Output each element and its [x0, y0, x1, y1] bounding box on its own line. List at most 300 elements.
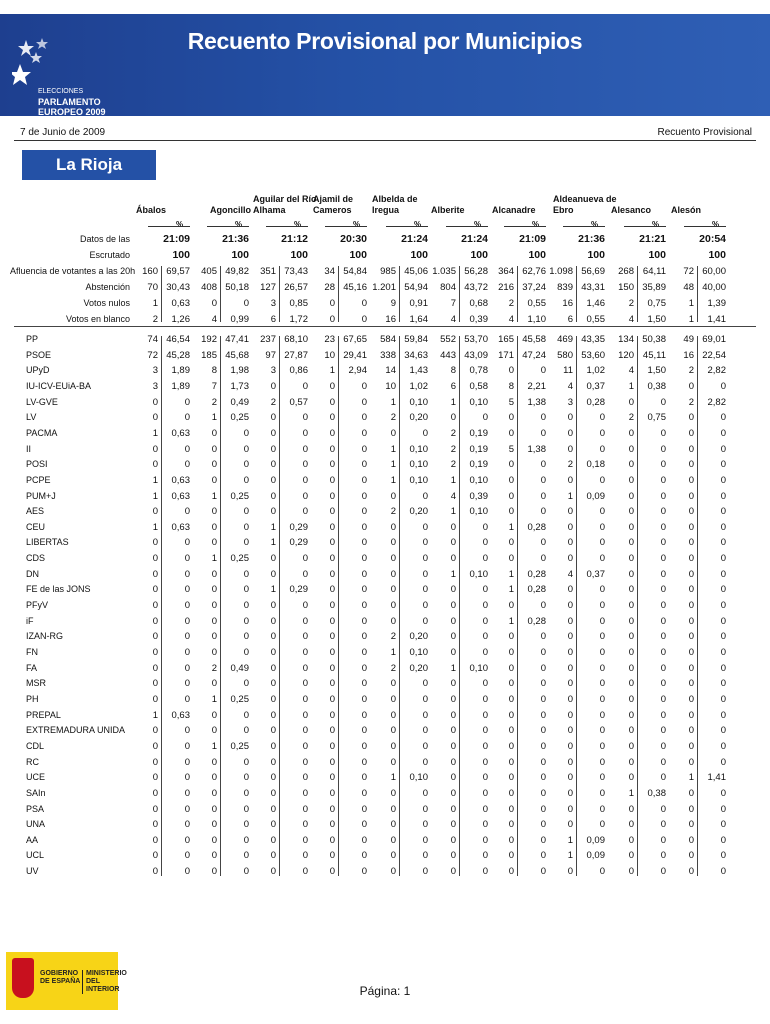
party-percent: 1,50	[647, 365, 666, 377]
party-votes: 0	[390, 427, 396, 439]
party-votes: 0	[270, 600, 276, 612]
summary-time: 21:36	[222, 233, 249, 245]
party-percent: 0,28	[527, 584, 546, 596]
party-votes: 0	[390, 490, 396, 502]
municipality-name: Albelda de	[372, 194, 418, 204]
party-votes: 2	[688, 396, 694, 408]
party-votes: 0	[211, 474, 217, 486]
party-votes: 1	[508, 584, 514, 596]
party-name: CDS	[26, 553, 46, 564]
summary-nulos-percent: 1,46	[586, 298, 605, 309]
logo-line-2: PARLAMENTO	[38, 97, 101, 107]
summary-abstencion-percent: 50,18	[225, 282, 249, 293]
summary-abstencion-percent: 40,00	[702, 282, 726, 293]
party-votes: 2	[450, 459, 456, 471]
party-percent: 0	[720, 631, 726, 643]
party-votes: 171	[498, 349, 514, 361]
party-percent: 0	[599, 427, 605, 439]
party-percent: 0	[361, 568, 367, 580]
party-votes: 0	[688, 787, 694, 799]
party-percent: 0	[720, 740, 726, 752]
summary-escrutado: 100	[410, 249, 428, 261]
summary-nulos-count: 2	[628, 298, 634, 309]
party-percent: 0	[422, 568, 428, 580]
column-separator	[697, 266, 698, 322]
party-votes: 0	[329, 740, 335, 752]
party-percent: 0	[361, 725, 367, 737]
party-votes: 0	[390, 600, 396, 612]
party-name: FE de las JONS	[26, 584, 91, 595]
party-percent: 0	[422, 678, 428, 690]
summary-afluencia-percent: 56,69	[581, 266, 605, 277]
party-votes: 1	[211, 490, 217, 502]
party-votes: 0	[567, 803, 573, 815]
party-votes: 0	[688, 615, 694, 627]
party-percent: 0	[660, 740, 666, 752]
party-percent: 0,25	[230, 693, 249, 705]
party-votes: 2	[270, 396, 276, 408]
party-percent: 0	[422, 850, 428, 862]
party-votes: 0	[270, 443, 276, 455]
party-percent: 45,28	[166, 349, 190, 361]
party-percent: 0	[243, 443, 249, 455]
party-votes: 0	[329, 693, 335, 705]
summary-blanco-percent: 0,55	[586, 314, 605, 325]
stars-icon	[12, 36, 72, 86]
party-votes: 0	[329, 443, 335, 455]
party-votes: 0	[450, 740, 456, 752]
party-percent: 2,94	[348, 365, 367, 377]
party-percent: 0	[720, 490, 726, 502]
party-votes: 0	[329, 568, 335, 580]
party-percent: 0	[660, 474, 666, 486]
party-percent: 0	[660, 568, 666, 580]
party-percent: 0	[720, 380, 726, 392]
party-votes: 0	[211, 725, 217, 737]
party-percent: 0	[540, 803, 546, 815]
party-percent: 0	[720, 850, 726, 862]
party-votes: 0	[688, 740, 694, 752]
party-votes: 1	[628, 787, 634, 799]
party-votes: 0	[390, 834, 396, 846]
party-votes: 0	[450, 678, 456, 690]
summary-abstencion-percent: 43,31	[581, 282, 605, 293]
party-percent: 0,78	[469, 365, 488, 377]
party-votes: 0	[567, 709, 573, 721]
party-percent: 0,09	[586, 834, 605, 846]
party-percent: 0	[540, 631, 546, 643]
party-percent: 0	[540, 725, 546, 737]
party-votes: 0	[628, 459, 634, 471]
party-name: CDL	[26, 740, 45, 751]
party-votes: 5	[508, 396, 514, 408]
municipality-name: Iregua	[372, 205, 400, 215]
party-percent: 0	[243, 474, 249, 486]
party-percent: 0	[660, 443, 666, 455]
summary-time: 21:24	[401, 233, 428, 245]
party-percent: 0	[720, 443, 726, 455]
party-name: PACMA	[26, 427, 58, 438]
party-votes: 0	[688, 600, 694, 612]
party-percent: 0,09	[586, 490, 605, 502]
party-percent: 0	[660, 427, 666, 439]
party-votes: 0	[567, 662, 573, 674]
party-percent: 0	[720, 866, 726, 878]
column-separator	[517, 336, 518, 876]
party-percent: 0	[540, 365, 546, 377]
party-votes: 0	[329, 474, 335, 486]
party-votes: 0	[567, 647, 573, 658]
party-votes: 0	[270, 490, 276, 502]
summary-afluencia-count: 985	[380, 266, 396, 277]
party-percent: 0	[361, 678, 367, 690]
party-percent: 0	[184, 678, 190, 690]
party-votes: 1	[211, 740, 217, 752]
party-votes: 0	[508, 866, 514, 878]
column-separator	[220, 266, 221, 322]
party-votes: 0	[390, 819, 396, 831]
party-name: PP	[26, 334, 39, 344]
summary-blanco-percent: 1,41	[707, 314, 726, 325]
party-votes: 0	[508, 459, 514, 471]
party-votes: 0	[211, 772, 217, 784]
party-percent: 1,89	[171, 380, 190, 392]
party-name: PSOE	[26, 349, 52, 360]
party-name: AA	[26, 834, 39, 845]
party-percent: 0,10	[409, 772, 428, 784]
summary-nulos-count: 16	[562, 298, 573, 309]
party-percent: 0	[720, 412, 726, 424]
summary-afluencia-count: 364	[498, 266, 514, 277]
party-votes: 16	[683, 349, 694, 361]
party-votes: 0	[270, 412, 276, 424]
party-percent: 0,49	[230, 396, 249, 408]
party-votes: 0	[270, 662, 276, 674]
party-votes: 0	[450, 787, 456, 799]
party-votes: 1	[450, 396, 456, 408]
party-votes: 0	[567, 553, 573, 565]
party-name: II	[26, 443, 32, 454]
percent-rule	[504, 226, 546, 227]
party-votes: 0	[508, 787, 514, 799]
party-votes: 0	[508, 537, 514, 549]
party-name: SAIn	[26, 787, 46, 798]
party-votes: 0	[270, 553, 276, 565]
party-percent: 0	[302, 756, 308, 768]
party-votes: 0	[270, 709, 276, 721]
party-votes: 0	[688, 553, 694, 565]
party-votes: 0	[270, 474, 276, 486]
party-percent: 0,19	[469, 427, 488, 439]
party-percent: 0	[184, 834, 190, 846]
party-votes: 0	[508, 678, 514, 690]
party-percent: 0	[361, 427, 367, 439]
party-percent: 68,10	[284, 334, 308, 345]
party-votes: 0	[688, 427, 694, 439]
party-votes: 192	[201, 334, 217, 345]
government-logo	[6, 952, 127, 1010]
party-votes: 0	[508, 819, 514, 831]
summary-nulos-count: 3	[270, 298, 276, 309]
party-votes: 0	[152, 693, 158, 705]
party-votes: 0	[450, 756, 456, 768]
party-votes: 0	[628, 490, 634, 502]
party-votes: 0	[450, 584, 456, 596]
party-votes: 0	[628, 693, 634, 705]
party-votes: 0	[390, 803, 396, 815]
party-percent: 0	[184, 647, 190, 658]
party-percent: 45,11	[642, 349, 666, 361]
party-votes: 0	[567, 756, 573, 768]
party-percent: 0,57	[289, 396, 308, 408]
column-separator	[697, 336, 698, 876]
party-votes: 0	[628, 709, 634, 721]
party-votes: 1	[390, 396, 396, 408]
party-percent: 45,58	[522, 334, 546, 345]
party-percent: 0	[660, 396, 666, 408]
party-percent: 0,39	[469, 490, 488, 502]
party-votes: 1	[567, 834, 573, 846]
party-votes: 1	[390, 443, 396, 455]
summary-label: Afluencia de votantes a las 20h	[10, 266, 136, 276]
party-percent: 0	[361, 756, 367, 768]
party-votes: 0	[688, 380, 694, 392]
party-votes: 0	[390, 756, 396, 768]
party-votes: 8	[211, 365, 217, 377]
party-votes: 0	[628, 819, 634, 831]
party-votes: 0	[628, 850, 634, 862]
party-percent: 0	[184, 584, 190, 596]
party-name: IU-ICV-EUiA-BA	[26, 380, 92, 391]
party-percent: 2,82	[707, 396, 726, 408]
party-votes: 0	[628, 443, 634, 455]
party-votes: 0	[508, 850, 514, 862]
party-percent: 53,60	[581, 349, 605, 361]
party-percent: 0	[422, 553, 428, 565]
party-percent: 0	[660, 521, 666, 533]
party-votes: 0	[688, 850, 694, 862]
summary-afluencia-count: 1.098	[549, 266, 573, 277]
party-votes: 1	[211, 553, 217, 565]
party-votes: 0	[329, 647, 335, 658]
party-votes: 0	[390, 725, 396, 737]
party-votes: 0	[688, 803, 694, 815]
party-percent: 0	[422, 615, 428, 627]
party-percent: 0,10	[469, 662, 488, 674]
party-percent: 0	[660, 490, 666, 502]
party-percent: 0	[361, 850, 367, 862]
party-votes: 1	[508, 521, 514, 533]
party-votes: 0	[152, 412, 158, 424]
municipality-name: Agoncillo	[210, 205, 251, 215]
party-percent: 0,63	[171, 709, 190, 721]
party-votes: 0	[450, 631, 456, 643]
party-percent: 0	[720, 474, 726, 486]
municipality-name: Alesón	[671, 205, 702, 215]
party-percent: 0,10	[409, 474, 428, 486]
party-votes: 0	[508, 740, 514, 752]
summary-nulos-percent: 0,91	[409, 298, 428, 309]
party-votes: 1	[270, 584, 276, 596]
logo-line-3: EUROPEO 2009	[38, 107, 106, 117]
party-votes: 0	[390, 693, 396, 705]
party-votes: 0	[628, 427, 634, 439]
summary-blanco-count: 1	[688, 314, 694, 325]
column-separator	[517, 266, 518, 322]
party-votes: 4	[628, 365, 634, 377]
column-separator	[161, 266, 162, 322]
party-percent: 0	[720, 693, 726, 705]
percent-rule	[684, 226, 726, 227]
summary-abstencion-count: 1.201	[372, 282, 396, 293]
party-percent: 0	[482, 787, 488, 799]
party-percent: 0	[184, 537, 190, 549]
party-votes: 0	[211, 803, 217, 815]
party-percent: 0	[540, 537, 546, 549]
party-percent: 0	[599, 772, 605, 784]
summary-blanco-count: 0	[329, 314, 335, 325]
summary-afluencia-count: 1.035	[432, 266, 456, 277]
party-votes: 0	[567, 693, 573, 705]
party-votes: 0	[270, 693, 276, 705]
party-votes: 1	[450, 474, 456, 486]
party-votes: 0	[329, 584, 335, 596]
party-votes: 0	[270, 459, 276, 471]
party-percent: 0,25	[230, 553, 249, 565]
party-votes: 2	[390, 412, 396, 424]
party-percent: 0	[482, 412, 488, 424]
party-votes: 165	[498, 334, 514, 345]
party-percent: 0	[243, 521, 249, 533]
party-votes: 0	[152, 787, 158, 799]
party-percent: 0,63	[171, 490, 190, 502]
party-votes: 0	[211, 819, 217, 831]
party-votes: 0	[329, 380, 335, 392]
party-percent: 0	[540, 787, 546, 799]
party-percent: 0,37	[586, 380, 605, 392]
party-percent: 0	[540, 647, 546, 658]
percent-header: %	[712, 220, 720, 229]
summary-escrutado: 100	[470, 249, 488, 261]
party-votes: 580	[557, 349, 573, 361]
party-votes: 11	[563, 365, 573, 377]
party-percent: 0,19	[469, 459, 488, 471]
party-percent: 0	[482, 600, 488, 612]
party-percent: 0	[184, 600, 190, 612]
party-votes: 0	[329, 866, 335, 878]
summary-time: 21:24	[461, 233, 488, 245]
party-percent: 0	[302, 834, 308, 846]
party-votes: 0	[211, 521, 217, 533]
party-votes: 0	[567, 412, 573, 424]
summary-afluencia-percent: 73,43	[284, 266, 308, 277]
party-votes: 0	[450, 600, 456, 612]
party-votes: 0	[152, 584, 158, 596]
party-votes: 8	[508, 380, 514, 392]
party-votes: 0	[450, 866, 456, 878]
party-percent: 0	[243, 756, 249, 768]
party-percent: 0	[422, 803, 428, 815]
party-votes: 74	[147, 334, 158, 345]
summary-escrutado: 100	[528, 249, 546, 261]
party-votes: 0	[152, 459, 158, 471]
party-votes: 0	[628, 506, 634, 518]
party-votes: 2	[450, 443, 456, 455]
party-percent: 0,19	[469, 443, 488, 455]
summary-time: 20:54	[699, 233, 726, 245]
party-votes: 0	[688, 568, 694, 580]
party-votes: 0	[270, 819, 276, 831]
party-name: PFyV	[26, 600, 49, 611]
party-name: FA	[26, 662, 38, 673]
party-percent: 0	[720, 678, 726, 690]
summary-abstencion-count: 150	[618, 282, 634, 293]
summary-nulos-percent: 0,85	[289, 298, 308, 309]
party-votes: 0	[688, 756, 694, 768]
column-separator	[279, 336, 280, 876]
party-votes: 0	[567, 443, 573, 455]
party-percent: 0	[720, 819, 726, 831]
party-votes: 0	[329, 662, 335, 674]
party-votes: 1	[450, 506, 456, 518]
party-percent: 0	[540, 427, 546, 439]
party-votes: 0	[567, 615, 573, 627]
party-percent: 0	[660, 678, 666, 690]
party-percent: 43,35	[581, 334, 605, 345]
summary-afluencia-percent: 56,28	[464, 266, 488, 277]
party-percent: 0	[422, 600, 428, 612]
party-percent: 0	[482, 740, 488, 752]
summary-abstencion-count: 839	[557, 282, 573, 293]
party-percent: 0	[720, 600, 726, 612]
party-percent: 0	[361, 443, 367, 455]
party-votes: 0	[508, 474, 514, 486]
party-votes: 0	[567, 678, 573, 690]
party-votes: 0	[508, 756, 514, 768]
party-percent: 0	[302, 631, 308, 643]
party-percent: 0	[243, 850, 249, 862]
party-percent: 0	[184, 740, 190, 752]
party-votes: 0	[329, 725, 335, 737]
party-name: UNA	[26, 819, 46, 830]
party-votes: 0	[211, 568, 217, 580]
party-votes: 0	[450, 521, 456, 533]
summary-nulos-count: 0	[329, 298, 335, 309]
column-separator	[637, 336, 638, 876]
party-votes: 0	[270, 756, 276, 768]
party-percent: 0,10	[409, 443, 428, 455]
party-percent: 0	[302, 568, 308, 580]
party-votes: 0	[152, 740, 158, 752]
party-percent: 0,20	[409, 412, 428, 424]
summary-nulos-percent: 1,39	[707, 298, 726, 309]
column-separator	[399, 266, 400, 322]
summary-afluencia-count: 268	[618, 266, 634, 277]
party-votes: 0	[628, 553, 634, 565]
party-votes: 0	[329, 709, 335, 721]
percent-rule	[266, 226, 308, 227]
party-percent: 0	[660, 631, 666, 643]
party-percent: 0	[302, 647, 308, 658]
party-votes: 0	[390, 615, 396, 627]
party-percent: 0	[482, 615, 488, 627]
summary-blanco-percent: 1,26	[171, 314, 190, 325]
party-percent: 47,41	[225, 334, 249, 345]
summary-blanco-count: 6	[270, 314, 276, 325]
party-percent: 45,68	[225, 349, 249, 361]
party-percent: 0	[660, 819, 666, 831]
party-percent: 0	[184, 506, 190, 518]
